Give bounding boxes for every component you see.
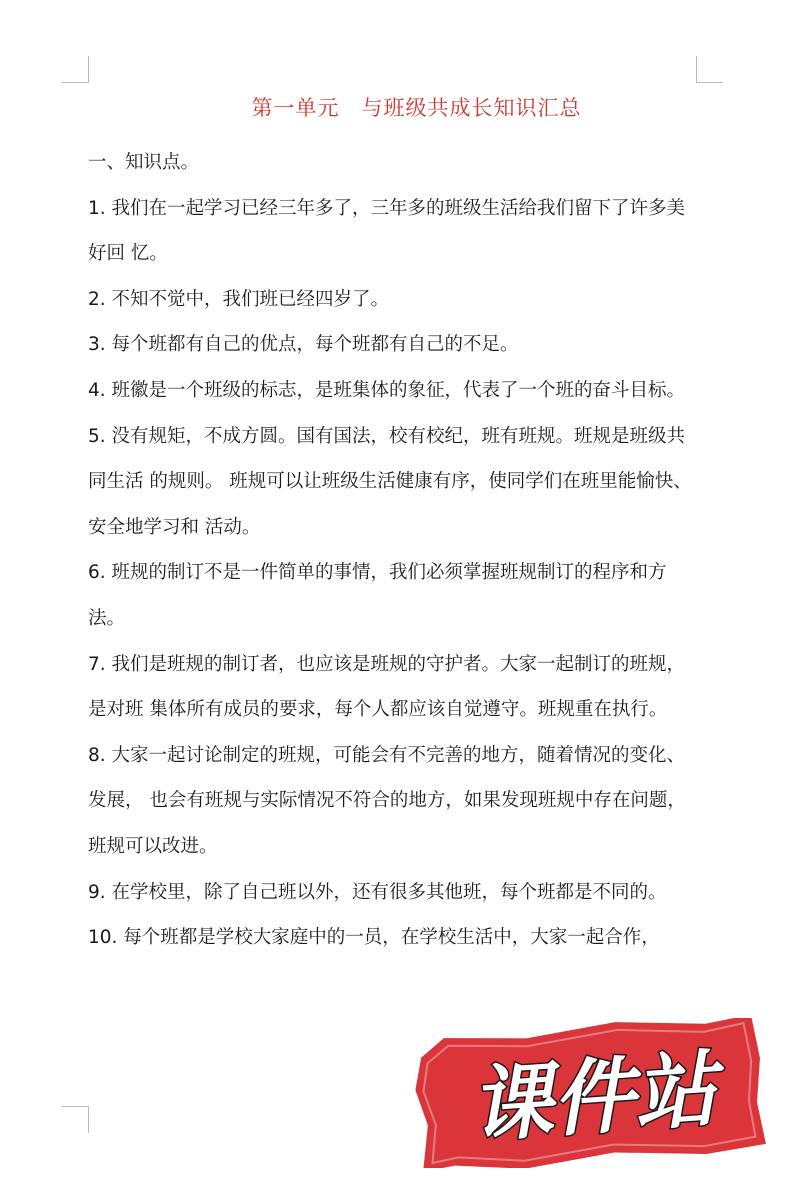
knowledge-item-5: 5. 没有规矩，不成方圆。国有国法，校有校纪，班有班规。班规是班级共同生活 的规则。 班规可以让班级生活健康有序，使同学们在班里能愉快、 安全地学习和 活动。 — [88, 425, 698, 538]
margin-corner-top-right — [696, 56, 723, 83]
knowledge-item-3: 3. 每个班都有自己的优点，每个班都有自己的不足。 — [88, 334, 519, 356]
watermark-stamp — [410, 1018, 770, 1168]
document-body — [88, 140, 702, 961]
document-title: 第一单元 与班级共成长知识汇总 — [251, 96, 582, 120]
svg-text:课件站: 课件站 — [467, 1042, 720, 1155]
knowledge-item-1: 1. 我们在一起学习已经三年多了，三年多的班级生活给我们留下了许多美好回 忆。 — [88, 197, 686, 265]
knowledge-item-7: 7. 我们是班规的制订者，也应该是班规的守护者。大家一起制订的班规，是对班 集体所有成员的要求，每个人都应该自觉遵守。班规重在执行。 — [88, 653, 686, 721]
watermark-logo — [410, 1018, 770, 1168]
section-heading: 一、知识点。 — [88, 152, 200, 173]
margin-corner-bottom-left — [62, 1106, 89, 1133]
knowledge-item-9: 9. 在学校里，除了自己班以外，还有很多其他班，每个班都是不同的。 — [88, 881, 667, 903]
knowledge-item-2: 2. 不知不觉中，我们班已经四岁了。 — [88, 288, 390, 310]
margin-corner-top-left — [62, 56, 89, 83]
knowledge-item-4: 4. 班徽是一个班级的标志，是班集体的象征，代表了一个班的奋斗目标。 — [88, 379, 686, 401]
knowledge-item-8: 8. 大家一起讨论制定的班规，可能会有不完善的地方，随着情况的变化、发展， 也会有班规与实际情况不符合的地方，如果发现班规中存在问题， 班规可以改进。 — [88, 744, 692, 857]
knowledge-item-6: 6. 班规的制订不是一件简单的事情，我们必须掌握班规制订的程序和方法。 — [88, 562, 667, 629]
knowledge-item-10: 10. 每个班都是学校大家庭中的一员，在学校生活中，大家一起合作， — [88, 927, 660, 949]
